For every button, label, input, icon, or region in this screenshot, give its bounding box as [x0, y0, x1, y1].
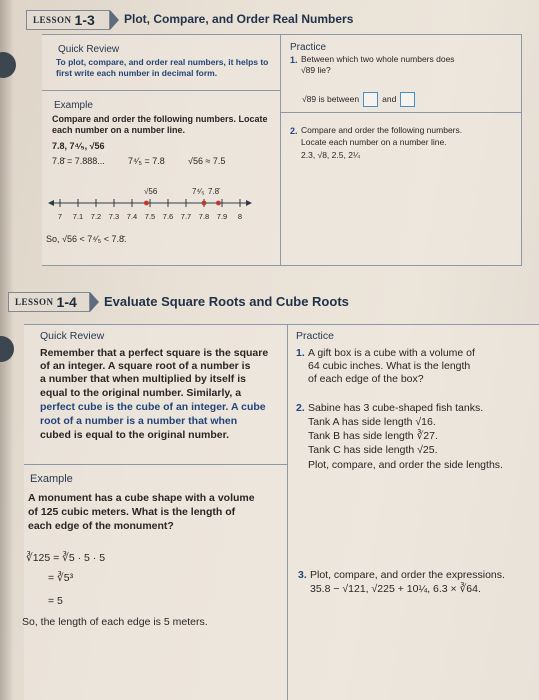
quick-review-line-7: cubed is equal to the original number.: [40, 429, 230, 441]
practice-q2-line-5: Plot, compare, and order the side lengths.: [308, 459, 503, 471]
number-line-tick-label: 7.5: [144, 212, 156, 221]
number-line-arrow-left: [48, 200, 54, 206]
lesson-number: 1-3: [74, 12, 95, 28]
example-conclusion: So, √56 < 7⁴⁄₅ < 7.8̄.: [46, 234, 127, 244]
number-line-tick-label: 7.2: [90, 212, 102, 221]
lesson-word: LESSON: [15, 297, 54, 307]
practice-q2-line-3: 2.3, √8, 2.5, 2¼: [301, 150, 361, 160]
number-line-tick-label: 7.7: [180, 212, 192, 221]
quick-review-text: To plot, compare, and order real numbers, it helps to first write each number in decimal form.: [56, 57, 269, 78]
lesson-1-3-tag: [26, 10, 110, 30]
practice-q1-line-1: Between which two whole numbers does: [301, 54, 455, 64]
practice-q2-line-4: Tank C has side length √25.: [308, 444, 438, 456]
practice-heading: Practice: [290, 42, 327, 53]
example-heading: Example: [54, 100, 93, 111]
example-decimal-2: 7⁴⁄₅ = 7.8: [128, 156, 165, 166]
number-line-point: [202, 201, 207, 206]
practice-q1-answer-mid: and: [382, 94, 397, 104]
practice-q2-line-1: Compare and order the following numbers.: [301, 125, 463, 135]
practice-q1-line-3: of each edge of the box?: [308, 373, 424, 385]
number-line-tick-label: 8: [237, 212, 243, 221]
number-line-arrow-right: [246, 200, 252, 206]
quick-review-line-3: a number that when multiplied by itself is: [40, 373, 246, 385]
lesson-1-4-divider: [287, 324, 288, 700]
practice-q2-line-3: Tank B has side length ∛27.: [308, 430, 438, 442]
practice-q1-answer-pre: √89 is between: [302, 94, 360, 104]
answer-box-lower[interactable]: [363, 92, 378, 107]
number-line-label-mixed: 7⁴⁄₅: [192, 187, 205, 196]
example-prompt-line-1: A monument has a cube shape with a volume: [28, 492, 255, 504]
number-line-tick-label: 7.3: [108, 212, 120, 221]
quick-review-line-2: of an integer. A square root of a number is: [40, 360, 251, 372]
practice-q1-line-1: A gift box is a cube with a volume of: [308, 347, 475, 359]
quick-review-line-5: perfect cube is the cube of an integer. A cube: [40, 401, 266, 413]
lesson-1-3-title: Plot, Compare, and Order Real Numbers: [124, 12, 354, 26]
example-conclusion: So, the length of each edge is 5 meters.: [22, 616, 208, 628]
practice-q1-number: 1.: [296, 347, 305, 359]
number-line-tick-label: 7.6: [162, 212, 174, 221]
quick-review-line-4: equal to the original number. Similarly, a: [40, 387, 242, 399]
example-decimal-3: √56 ≈ 7.5: [188, 156, 226, 166]
number-line-tick-label: 7.8: [198, 212, 210, 221]
number-line-label-sqrt: √56: [144, 187, 158, 196]
lesson-number: 1-4: [56, 294, 77, 310]
example-step-1: ∛125 = ∛5 · 5 · 5: [26, 552, 106, 564]
practice-q2-line-1: Sabine has 3 cube-shaped fish tanks.: [308, 402, 484, 414]
example-decimal-1: 7.8̄ = 7.888...: [52, 156, 105, 166]
practice-heading: Practice: [296, 330, 334, 342]
practice-q2-number: 2.: [290, 126, 298, 136]
quick-review-divider: [24, 464, 287, 465]
practice-q2-number: 2.: [296, 402, 305, 414]
lesson-tag-arrow: [90, 292, 99, 312]
number-line-tick-label: 7.9: [216, 212, 228, 221]
lesson-1-4-tag: [8, 292, 90, 312]
lesson-word: LESSON: [33, 15, 72, 25]
number-line-tick-label: 7: [57, 212, 63, 221]
example-prompt-line-3: each edge of the monument?: [28, 520, 174, 532]
lesson-1-4-title: Evaluate Square Roots and Cube Roots: [104, 294, 349, 309]
example-heading: Example: [30, 473, 73, 485]
example-prompt: Compare and order the following numbers. Locate each number on a number line.: [52, 114, 268, 135]
example-step-2: = ∛5³: [48, 572, 74, 584]
lesson-tag-arrow: [110, 10, 119, 30]
example-prompt-line-2: of 125 cubic meters. What is the length of: [28, 506, 236, 518]
number-line-point: [216, 201, 221, 206]
practice-q1-line-2: 64 cubic inches. What is the length: [308, 360, 471, 372]
practice-q3-number: 3.: [298, 569, 307, 581]
number-line-tick-label: 7.4: [126, 212, 138, 221]
answer-box-upper[interactable]: [400, 92, 415, 107]
quick-review-heading: Quick Review: [58, 44, 120, 55]
number-line: [48, 180, 258, 230]
quick-review-heading: Quick Review: [40, 330, 105, 342]
quick-review-divider: [42, 90, 280, 91]
practice-q1-answer: [302, 92, 415, 107]
quick-review-line-1: Remember that a perfect square is the square: [40, 347, 269, 359]
practice-q2-line-2: Tank A has side length √16.: [308, 416, 436, 428]
practice-q1-line-2: √89 lie?: [301, 65, 331, 75]
practice-q1-number: 1.: [290, 55, 298, 65]
practice-divider: [280, 112, 522, 113]
number-line-point: [144, 201, 149, 206]
number-line-tick-label: 7.1: [72, 212, 84, 221]
practice-q3-line-2: 35.8 − √121, √225 + 10¼, 6.3 × ∛64.: [310, 583, 481, 595]
example-numbers: 7.8, 7⁴⁄₅, √56: [52, 141, 105, 151]
example-step-3: = 5: [48, 595, 63, 607]
practice-q3-line-1: Plot, compare, and order the expressions.: [310, 569, 505, 581]
quick-review-line-6: root of a number is a number that when: [40, 415, 238, 427]
practice-q2-line-2: Locate each number on a number line.: [301, 137, 447, 147]
number-line-label-dec: 7.8̄: [208, 187, 220, 196]
lesson-1-3-divider: [280, 34, 281, 266]
